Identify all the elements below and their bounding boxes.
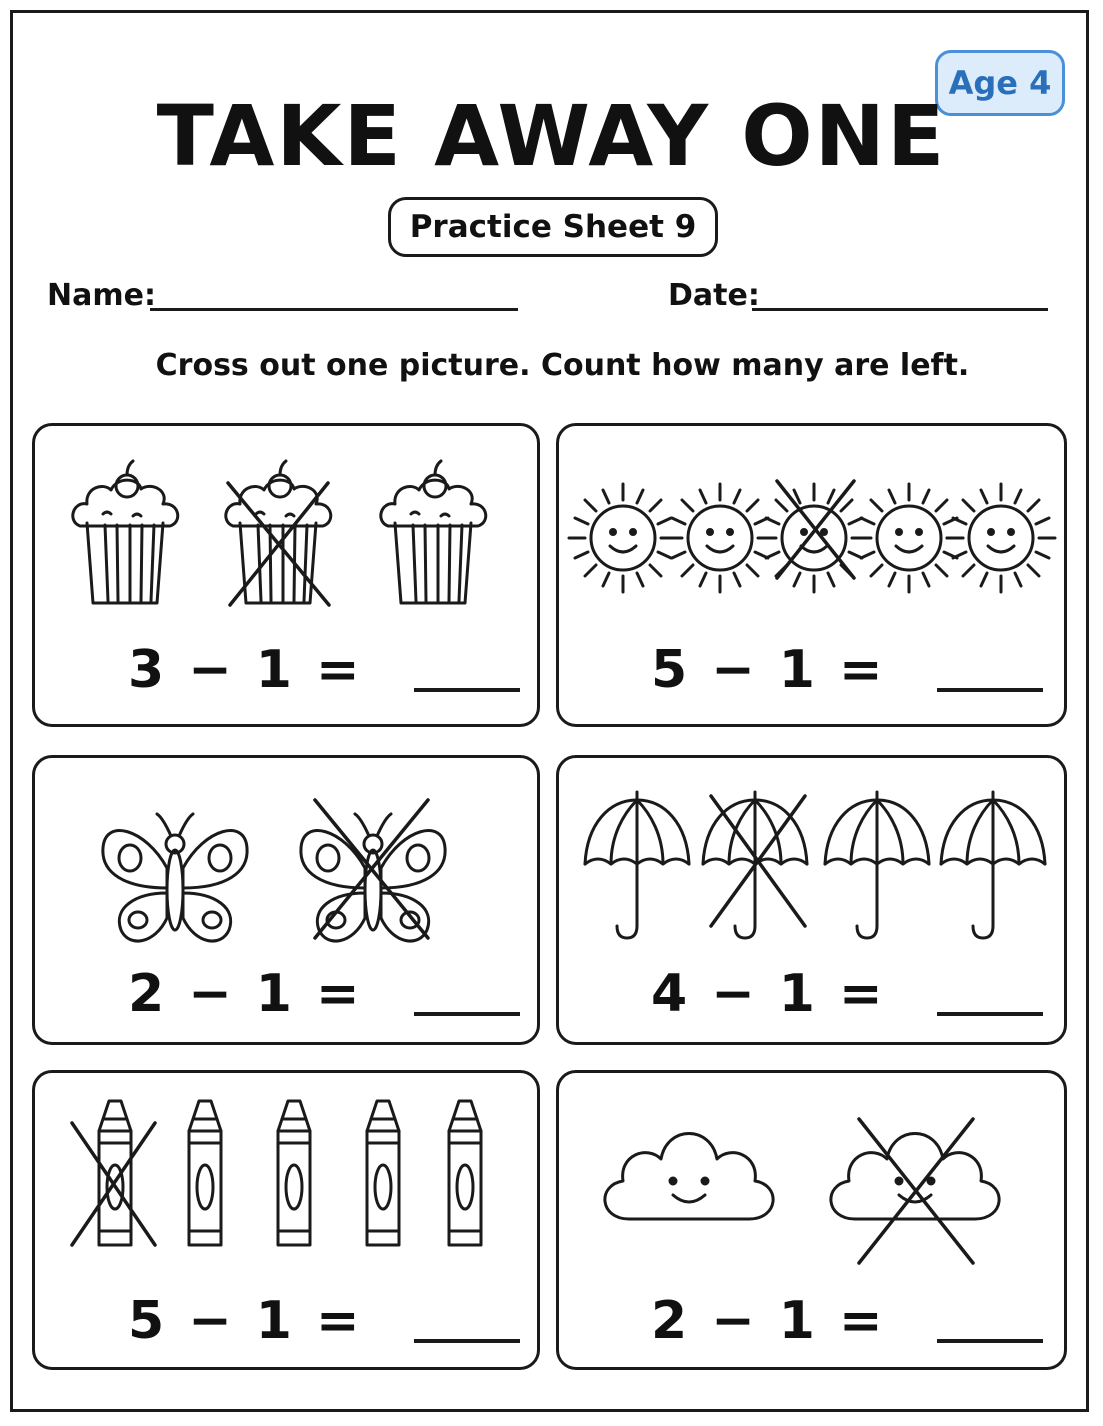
crayon-icon [189,1101,221,1245]
equation-equals: = [838,964,883,1024]
equation-equals: = [315,1291,360,1351]
crayon-icon [99,1101,131,1245]
butterfly-icon [103,814,247,941]
equation-minuend: 5 [651,640,688,700]
problem-card-butterflies [32,755,540,1045]
equation-minus: − [711,1291,755,1351]
problem-card-clouds [556,1070,1067,1370]
answer-blank[interactable] [937,688,1043,692]
equation-subtrahend: 1 [778,964,815,1024]
problem-card-cupcakes [32,423,540,727]
answer-blank[interactable] [414,1012,520,1016]
answer-blank[interactable] [937,1012,1043,1016]
equation-subtrahend: 1 [778,1291,815,1351]
crayon-icon [278,1101,310,1245]
instructions: Cross out one picture. Count how many are left. [155,348,970,383]
equation-subtrahend: 1 [778,640,815,700]
equation-equals: = [838,640,883,700]
equation-subtrahend: 1 [255,640,292,700]
equation [651,964,1043,1024]
equation-subtrahend: 1 [255,1291,292,1351]
cross-out-mark [72,1123,155,1245]
umbrella-icon [825,792,929,938]
equation-minuend: 4 [651,964,688,1024]
answer-blank[interactable] [414,1339,520,1343]
name-label: Name: [47,278,156,313]
problem-card-crayons [32,1070,540,1370]
equation-minuend: 3 [128,640,165,700]
sun-icon [569,484,677,592]
umbrella-icon [585,792,689,938]
equation-minuend: 5 [128,1291,165,1351]
equation-minus: − [711,640,755,700]
equation-minus: − [188,1291,232,1351]
equation [651,1291,1043,1351]
equation [128,964,520,1024]
umbrella-icon [941,792,1045,938]
equation-minuend: 2 [128,964,165,1024]
name-field[interactable] [150,308,518,311]
sun-icon [666,484,774,592]
equation [128,640,520,700]
equation-minus: − [188,640,232,700]
equation-equals: = [315,640,360,700]
cupcake-icon [73,461,178,603]
equation-minus: − [188,964,232,1024]
sun-icon [947,484,1055,592]
age-badge-label: Age 4 [948,64,1052,102]
date-label: Date: [668,278,760,313]
page-title: TAKE AWAY ONE [156,87,947,185]
equation-minuend: 2 [651,1291,688,1351]
crayon-icon [367,1101,399,1245]
problem-card-suns [556,423,1067,727]
butterfly-icon [301,814,445,941]
equation-equals: = [838,1291,883,1351]
cloud-icon [831,1134,999,1220]
cupcake-icon [226,461,331,603]
equation-equals: = [315,964,360,1024]
cloud-icon [605,1134,773,1220]
equation-subtrahend: 1 [255,964,292,1024]
cupcake-icon [381,461,486,603]
equation-minus: − [711,964,755,1024]
practice-sheet-label [388,197,718,257]
cross-out-mark [859,1119,973,1263]
answer-blank[interactable] [937,1339,1043,1343]
answer-blank[interactable] [414,688,520,692]
equation [651,640,1043,700]
problem-card-umbrellas [556,755,1067,1045]
date-field[interactable] [752,308,1048,311]
crayon-icon [449,1101,481,1245]
equation [128,1291,520,1351]
practice-sheet-text: Practice Sheet 9 [409,209,697,245]
